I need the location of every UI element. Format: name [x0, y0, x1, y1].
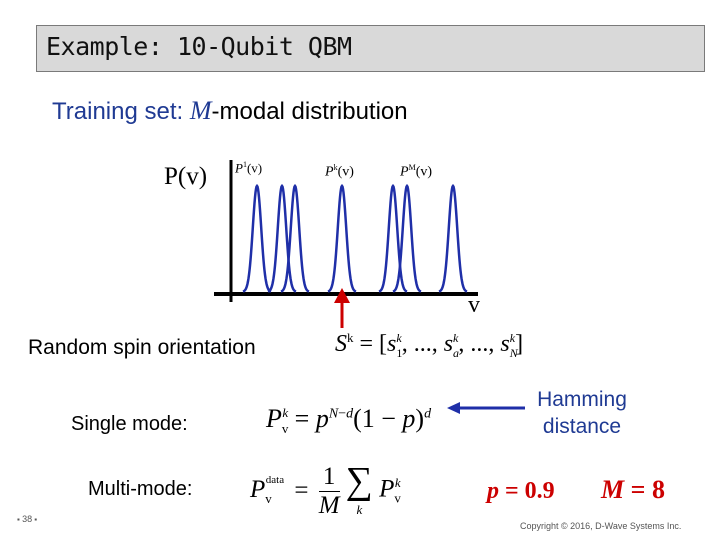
multi-mode-formula: $P_v^{data}$ = $\frac{1}{M}$ ∑ k $P_v^k$	[250, 460, 401, 519]
subtitle-suffix: -modal distribution	[211, 98, 408, 125]
peak-label-k: $P^k(v)$	[325, 163, 354, 180]
subtitle-prefix: Training set:	[52, 98, 184, 125]
hamming-distance-label: Hamming distance	[537, 388, 627, 438]
graph-ylabel: P(v)	[164, 163, 208, 190]
random-spin-formula: $S^k = [s_1^k$, ..., $s_a^k$, ..., $s_N^k$]	[335, 330, 524, 360]
param-m: M = 8	[601, 475, 665, 504]
peak-label-m: $P^M(v)$	[400, 163, 433, 180]
multi-mode-label: Multi-mode:	[88, 478, 193, 500]
peak-label-1: $P^1(v)$	[235, 160, 263, 176]
graph-xlabel: v	[468, 292, 480, 318]
single-mode-label: Single mode:	[71, 413, 188, 435]
distribution-peak	[328, 186, 356, 292]
random-spin-label: Random spin orientation	[28, 336, 256, 359]
peaks-group	[243, 186, 467, 292]
footer-copyright: Copyright © 2016, D-Wave Systems Inc.	[520, 521, 682, 531]
single-mode-formula: $P_v^k = p^{N-d}(1 - p)^d$	[266, 404, 432, 437]
page-number: ▪ 38 ▪	[17, 514, 38, 524]
slide-title: Example: 10-Qubit QBM	[46, 32, 352, 61]
subtitle-var: M	[189, 96, 212, 125]
hamming-arrow-head	[447, 402, 460, 414]
distribution-peak	[243, 186, 271, 292]
distribution-peak	[439, 186, 467, 292]
param-p: p = 0.9	[487, 478, 555, 504]
